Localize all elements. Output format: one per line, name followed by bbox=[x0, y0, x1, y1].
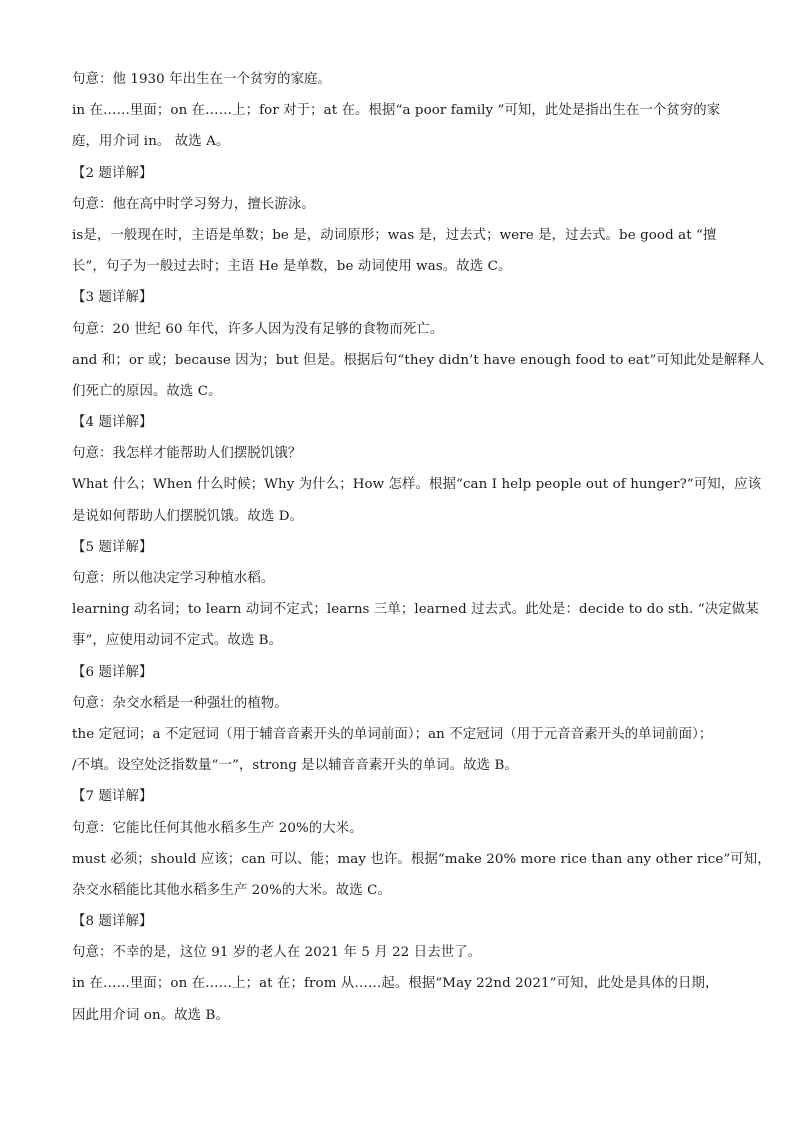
text-line: 句意：20 世纪 60 年代，许多人因为没有足够的食物而死亡。 bbox=[72, 321, 444, 337]
text-line: 因此用介词 on。故选 B。 bbox=[72, 1007, 229, 1023]
text-line: learning 动名词；to learn 动词不定式；learns 三单；learned 过去式。此处是：decide to do sth. “决定做某 bbox=[72, 602, 759, 618]
text-line: 杂交水稻能比其他水稻多生产 20%的大米。故选 C。 bbox=[72, 882, 391, 898]
text-line: 句意：他 1930 年出生在一个贫穷的家庭。 bbox=[72, 72, 332, 87]
text-line: /不填。设空处泛指数量“一”，strong 是以辅音音素开头的单词。故选 B。 bbox=[72, 758, 518, 774]
section-heading: 【8 题详解】 bbox=[72, 914, 153, 930]
section-heading: 【7 题详解】 bbox=[72, 789, 153, 805]
section-heading: 【6 题详解】 bbox=[72, 664, 153, 680]
section-heading: 【2 题详解】 bbox=[72, 165, 153, 181]
text-line: 句意：所以他决定学习种植水稻。 bbox=[72, 571, 275, 586]
text-line: in 在……里面；on 在……上；at 在；from 从……起。根据“May 22nd 2021”可知，此处是具体的日期， bbox=[72, 976, 719, 992]
text-line: is是，一般现在时，主语是单数；be 是，动词原形；was 是，过去式；were 是，过去式。be good at “擅 bbox=[72, 227, 717, 243]
text-line: 句意：杂交水稻是一种强壮的植物。 bbox=[72, 695, 288, 711]
text-line: 长”，句子为一般过去时；主语 He 是单数，be 动词使用 was。故选 C。 bbox=[72, 259, 512, 275]
text-line: 庭，用介词 in。 故选 A。 bbox=[72, 134, 230, 150]
text-line: 事”，应使用动词不定式。故选 B。 bbox=[72, 633, 283, 649]
section-heading: 【3 题详解】 bbox=[72, 290, 153, 306]
text-line: 们死亡的原因。故选 C。 bbox=[72, 383, 222, 399]
text-line: 是说如何帮助人们摆脱饥饿。故选 D。 bbox=[72, 508, 304, 524]
text-line: 句意：不幸的是，这位 91 岁的老人在 2021 年 5 月 22 日去世了。 bbox=[72, 945, 482, 961]
text-line: 句意：他在高中时学习努力，擅长游泳。 bbox=[72, 196, 315, 212]
text-line: What 什么；When 什么时候；Why 为什么；How 怎样。根据“can I help people out of hunger?”可知，应该 bbox=[72, 477, 762, 493]
document-body bbox=[72, 64, 771, 1031]
text-line: 句意：我怎样才能帮助人们摆脱饥饿？ bbox=[72, 446, 302, 462]
text-line: the 定冠词；a 不定冠词（用于辅音音素开头的单词前面）；an 不定冠词（用于元音音素开头的单词前面）； bbox=[72, 726, 713, 742]
section-heading: 【5 题详解】 bbox=[72, 539, 153, 555]
text-line: and 和；or 或；because 因为；but 但是。根据后句“they didn’t have enough food to eat”可知此处是解释人 bbox=[72, 352, 765, 368]
text-line: in 在……里面；on 在……上；for 对于；at 在。根据“a poor family ”可知，此处是指出生在一个贫穷的家 bbox=[72, 103, 721, 119]
section-heading: 【4 题详解】 bbox=[72, 415, 153, 431]
text-line: 句意：它能比任何其他水稻多生产 20%的大米。 bbox=[72, 820, 363, 836]
text-line: must 必须；should 应该；can 可以、能；may 也许。根据“make 20% more rice than any other rice”可知， bbox=[72, 851, 771, 867]
